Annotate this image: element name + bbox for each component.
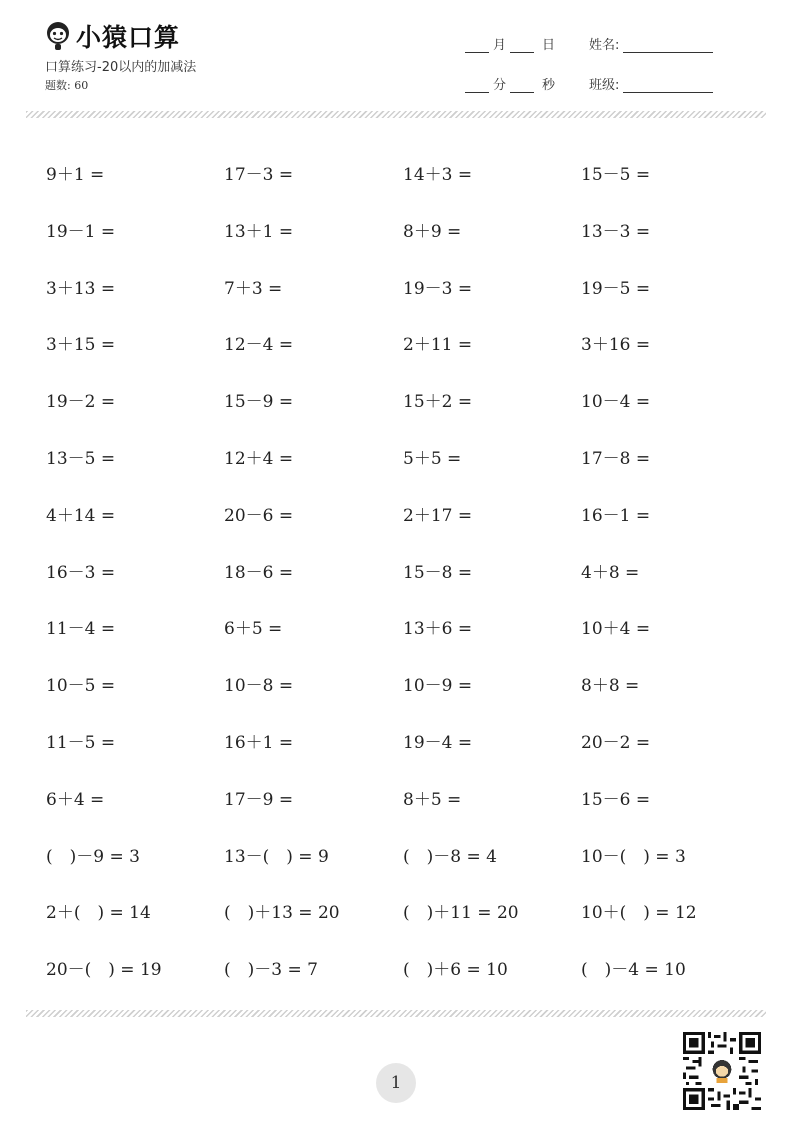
problem: 14＋3 = [403,165,473,185]
problem: 10＋4 = [581,619,651,640]
problem-row [46,710,766,767]
time-field [465,74,555,93]
problem: 7＋3 = [224,278,283,299]
question-count: 题数: 60 [45,79,89,92]
problem: 8＋8 = [581,676,640,697]
problem: 15－8 = [403,562,473,583]
problem: 3＋13 = [46,278,116,299]
problem: 17－3 = [224,165,294,185]
problem-row [46,312,766,369]
minute-blank[interactable] [465,80,489,93]
problem: 3＋16 = [581,335,651,356]
problem: 13＋6 = [403,619,473,640]
day-label: 日 [542,38,556,53]
problem: 19－2 = [46,392,116,413]
problem: 16＋1 = [224,732,294,753]
problem: 10－4 = [581,392,651,413]
problem-row [46,426,766,483]
top-divider [26,111,766,118]
problem: 20－6 = [224,505,294,526]
problem-row [46,653,766,710]
problem: 6＋5 = [224,619,283,640]
problem: 15－6 = [581,789,651,810]
worksheet-header [0,0,793,110]
brand-name: 小猿口算 [76,23,181,52]
problem: 11－4 = [46,619,116,640]
problem: 19－3 = [403,278,473,299]
problem-row [46,767,766,824]
qr-code-icon [683,1032,761,1110]
problem: 10－8 = [224,676,294,697]
problem: 11－5 = [46,732,116,753]
problem: 8＋9 = [403,221,462,242]
class-field [589,74,717,93]
problem: 10－5 = [46,676,116,697]
day-blank[interactable] [510,40,534,53]
problem: 2＋17 = [403,505,473,526]
problem: 13－( ) = 9 [224,846,329,867]
problem: 15－5 = [581,165,651,185]
bottom-divider [26,1010,766,1017]
problem: ( )－8 = 4 [403,846,497,867]
problem: 10－( ) = 3 [581,846,686,867]
problem-row [46,256,766,313]
class-label: 班级: [589,78,620,93]
problem: ( )－3 = 7 [224,960,318,981]
problem: 13－5 = [46,448,116,469]
problem: ( )＋6 = 10 [403,960,508,981]
problem: 19－4 = [403,732,473,753]
problem: 5＋5 = [403,448,462,469]
name-label: 姓名: [589,38,620,53]
problem: 16－3 = [46,562,116,583]
problem: 17－9 = [224,789,294,810]
problem: 13＋1 = [224,221,294,242]
problem: 16－1 = [581,505,651,526]
problem: 3＋15 = [46,335,116,356]
problem: 8＋5 = [403,789,462,810]
problem-row [46,596,766,653]
problem-row [46,199,766,256]
month-label: 月 [493,38,507,53]
problem: 19－1 = [46,221,116,242]
problem: 18－6 = [224,562,294,583]
problem-row [46,369,766,426]
problem-row [46,880,766,937]
second-blank[interactable] [510,80,534,93]
worksheet-subtitle: 口算练习-20以内的加减法 [45,60,197,75]
problem: 12－4 = [224,335,294,356]
name-field [589,34,717,53]
problem: 15＋2 = [403,392,473,413]
problem: 17－8 = [581,448,651,469]
problem: ( )－9 = 3 [46,846,140,867]
problem-row [46,824,766,881]
class-blank[interactable] [623,80,713,93]
problem: ( )＋11 = 20 [403,903,519,924]
problem: 6＋4 = [46,789,105,810]
problem: ( )＋13 = 20 [224,903,340,924]
page-number: 1 [376,1063,416,1103]
problem-row [46,937,766,994]
problem-row [46,142,766,199]
problem: 19－5 = [581,278,651,299]
problem: 12＋4 = [224,448,294,469]
problem: 20－2 = [581,732,651,753]
problem: 9＋1 = [46,165,105,185]
monkey-logo-icon [44,21,72,51]
minute-label: 分 [493,78,507,93]
problem: 20－( ) = 19 [46,960,162,981]
problem: 15－9 = [224,392,294,413]
date-field [465,34,555,53]
problem: 10－9 = [403,676,473,697]
problem: 4＋8 = [581,562,640,583]
problem-row [46,483,766,540]
problem-row [46,540,766,597]
name-blank[interactable] [623,40,713,53]
problem: 10＋( ) = 12 [581,903,697,924]
month-blank[interactable] [465,40,489,53]
problem: 2＋( ) = 14 [46,903,151,924]
problem-grid [46,142,766,994]
problem: 2＋11 = [403,335,473,356]
problem: ( )－4 = 10 [581,960,686,981]
problem: 4＋14 = [46,505,116,526]
brand-logo [44,18,180,54]
second-label: 秒 [542,78,556,93]
problem: 13－3 = [581,221,651,242]
